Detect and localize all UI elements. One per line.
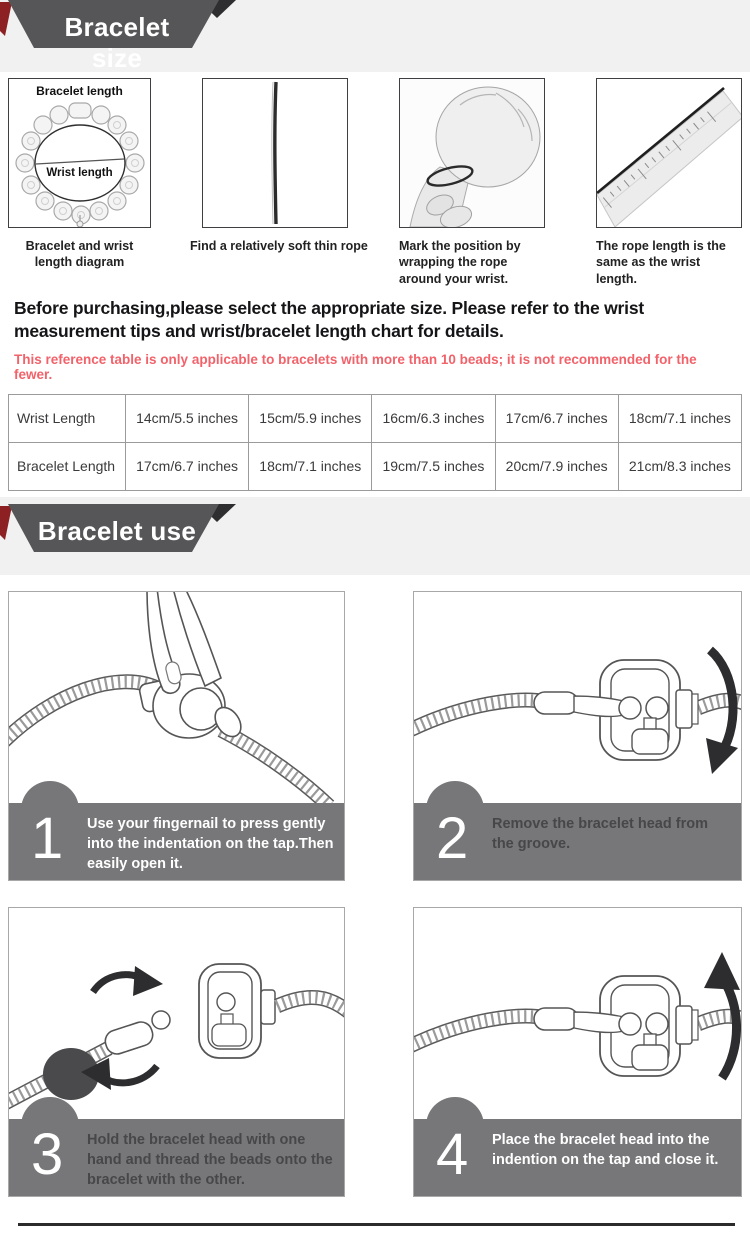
step1-text: Use your fingernail to press gently into the indentation on the tap.Then easily open it. [87, 815, 334, 872]
bracelet-illustration [9, 79, 150, 227]
table-cell: 20cm/7.9 inches [495, 442, 618, 490]
row-label: Bracelet Length [9, 442, 126, 490]
bracelet-diagram-box [8, 78, 151, 228]
step-panel-4 [413, 907, 742, 1197]
measure-figure-bracelet [8, 78, 151, 287]
bracelet-use-band [0, 497, 750, 575]
wrist-length-label: Wrist length [46, 167, 113, 179]
measure-figure-rope [190, 78, 368, 287]
step3-caption-bar [9, 1119, 344, 1196]
step1-illustration [9, 592, 344, 805]
figure2-caption: Find a relatively soft thin rope [190, 239, 368, 253]
measure-figure-ruler [596, 78, 742, 287]
table-cell: 16cm/6.3 inches [372, 394, 495, 442]
figure1-caption: Bracelet and wrist length diagram [25, 239, 134, 270]
size-table [8, 394, 742, 491]
table-cell: 21cm/8.3 inches [618, 442, 741, 490]
banner-size-title: Bracelet size [64, 12, 170, 73]
bracelet-use-ribbon [0, 504, 240, 562]
rope-illustration [203, 79, 347, 227]
table-cell: 17cm/6.7 inches [126, 442, 249, 490]
bracelet-length-label: Bracelet length [36, 84, 123, 98]
step2-text: Remove the bracelet head from the groove. [492, 815, 708, 852]
step1-caption-bar [9, 803, 344, 880]
ruler-illustration [597, 79, 741, 227]
step3-text: Hold the bracelet head with one hand and thread the beads onto the bracelet with the other. [87, 1131, 333, 1188]
measure-figure-wrap [399, 78, 545, 287]
step1-number: 1 [31, 805, 64, 871]
table-cell: 14cm/5.5 inches [126, 394, 249, 442]
use-steps [0, 575, 750, 1197]
intro-text: Before purchasing,please select the appropriate size. Please refer to the wrist measurement tips and wrist/bracelet length chart for details. [14, 297, 644, 341]
step3-illustration [9, 908, 344, 1121]
step2-caption-bar [414, 803, 741, 880]
step4-text: Place the bracelet head into the indention on the tap and close it. [492, 1131, 719, 1168]
row-label: Wrist Length [9, 394, 126, 442]
bracelet-size-band [0, 0, 750, 72]
step4-number: 4 [436, 1121, 469, 1187]
bracelet-size-ribbon [0, 0, 240, 73]
note-text: This reference table is only applicable to bracelets with more than 10 beads; it is not recommended for the fewer. [14, 351, 697, 382]
bottom-divider [18, 1223, 735, 1226]
step2-illustration [414, 592, 741, 805]
step3-number: 3 [31, 1121, 64, 1187]
figure4-caption: The rope length is the same as the wrist length. [596, 239, 726, 286]
rope-box [202, 78, 348, 228]
table-cell: 15cm/5.9 inches [249, 394, 372, 442]
wrist-wrap-illustration [400, 79, 544, 227]
step-panel-1 [8, 591, 345, 881]
steps-row-2 [8, 907, 742, 1197]
measure-row [0, 72, 750, 287]
steps-row-1 [8, 591, 742, 881]
step4-caption-bar [414, 1119, 741, 1196]
figure3-caption: Mark the position by wrapping the rope around your wrist. [399, 239, 521, 286]
step-panel-2 [413, 591, 742, 881]
table-row-bracelet [9, 442, 742, 490]
ruler-box [596, 78, 742, 228]
step2-number: 2 [436, 805, 469, 871]
table-cell: 18cm/7.1 inches [618, 394, 741, 442]
step4-illustration [414, 908, 741, 1121]
table-cell: 17cm/6.7 inches [495, 394, 618, 442]
wrist-wrap-box [399, 78, 545, 228]
table-cell: 18cm/7.1 inches [249, 442, 372, 490]
table-row-wrist [9, 394, 742, 442]
banner-use-title: Bracelet use [37, 515, 197, 546]
table-cell: 19cm/7.5 inches [372, 442, 495, 490]
step-panel-3 [8, 907, 345, 1197]
